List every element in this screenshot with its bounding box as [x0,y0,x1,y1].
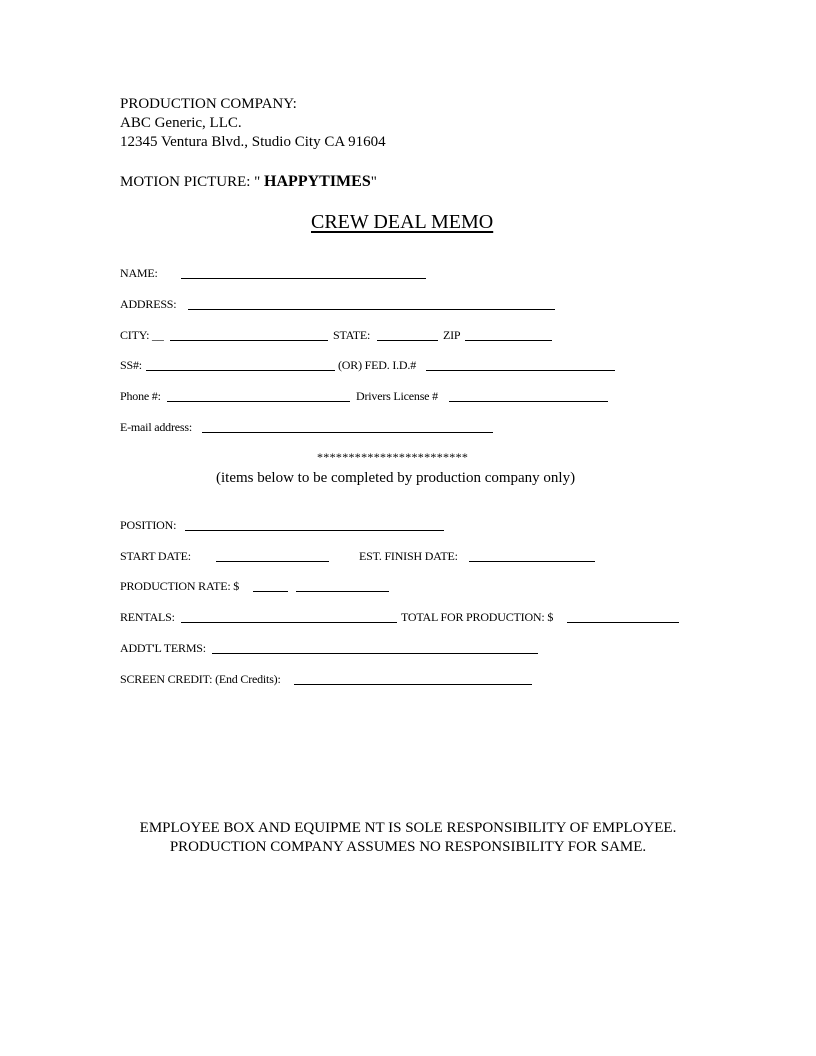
page-title: CREW DEAL MEMO [311,211,494,233]
email-label: E-mail address: [120,420,192,434]
motion-picture-line [120,172,377,192]
state-field-line[interactable] [377,340,438,341]
motion-picture-prefix: MOTION PICTURE: " [120,174,261,190]
start-date-label: START DATE: [120,549,191,563]
production-rate-label: PRODUCTION RATE: $ [120,579,240,593]
ss-label: SS#: [120,358,142,372]
phone-field-line[interactable] [167,401,350,402]
motion-picture-suffix: " [370,174,377,190]
disclaimer-line-2: PRODUCTION COMPANY ASSUMES NO RESPONSIBILITY FOR SAME. [169,839,647,855]
screen-credit-label: SCREEN CREDIT: (End Credits): [120,672,281,686]
state-label: STATE: [333,328,371,342]
email-field-line[interactable] [202,432,493,433]
production-only-note: (items below to be completed by production company only) [216,470,576,486]
screen-credit-field-line[interactable] [294,684,532,685]
est-finish-date-field-line[interactable] [469,561,595,562]
zip-label: ZIP [443,328,461,342]
ss-field-line[interactable] [146,370,335,371]
zip-field-line[interactable] [465,340,552,341]
name-field-line[interactable] [181,278,426,279]
production-company-address: 12345 Ventura Blvd., Studio City CA 91604 [120,134,386,150]
rentals-field-line[interactable] [181,622,397,623]
production-company-label: PRODUCTION COMPANY: [120,96,297,112]
disclaimer-line-1: EMPLOYEE BOX AND EQUIPME NT IS SOLE RESPONSIBILITY OF EMPLOYEE. [139,820,677,836]
position-field-line[interactable] [185,530,444,531]
total-for-production-field-line[interactable] [567,622,679,623]
production-rate-field-line[interactable] [253,591,288,592]
start-date-field-line[interactable] [216,561,329,562]
total-for-production-label: TOTAL FOR PRODUCTION: $ [401,610,554,624]
drivers-license-field-line[interactable] [449,401,608,402]
production-rate-unit-line[interactable] [296,591,389,592]
fed-id-label: (OR) FED. I.D.# [338,358,416,372]
star-separator: ************************ [317,450,469,464]
position-label: POSITION: [120,518,177,532]
motion-picture-title: HAPPYTIMES [264,173,371,190]
rentals-label: RENTALS: [120,610,175,624]
name-label: NAME: [120,266,158,280]
production-company-name: ABC Generic, LLC. [120,115,242,131]
city-field-line[interactable] [170,340,328,341]
addtl-terms-field-line[interactable] [212,653,538,654]
est-finish-date-label: EST. FINISH DATE: [359,549,458,563]
address-label: ADDRESS: [120,297,177,311]
addtl-terms-label: ADDT'L TERMS: [120,641,206,655]
city-label: CITY: __ [120,328,164,342]
drivers-license-label: Drivers License # [356,389,438,403]
fed-id-field-line[interactable] [426,370,615,371]
address-field-line[interactable] [188,309,555,310]
phone-label: Phone #: [120,389,161,403]
